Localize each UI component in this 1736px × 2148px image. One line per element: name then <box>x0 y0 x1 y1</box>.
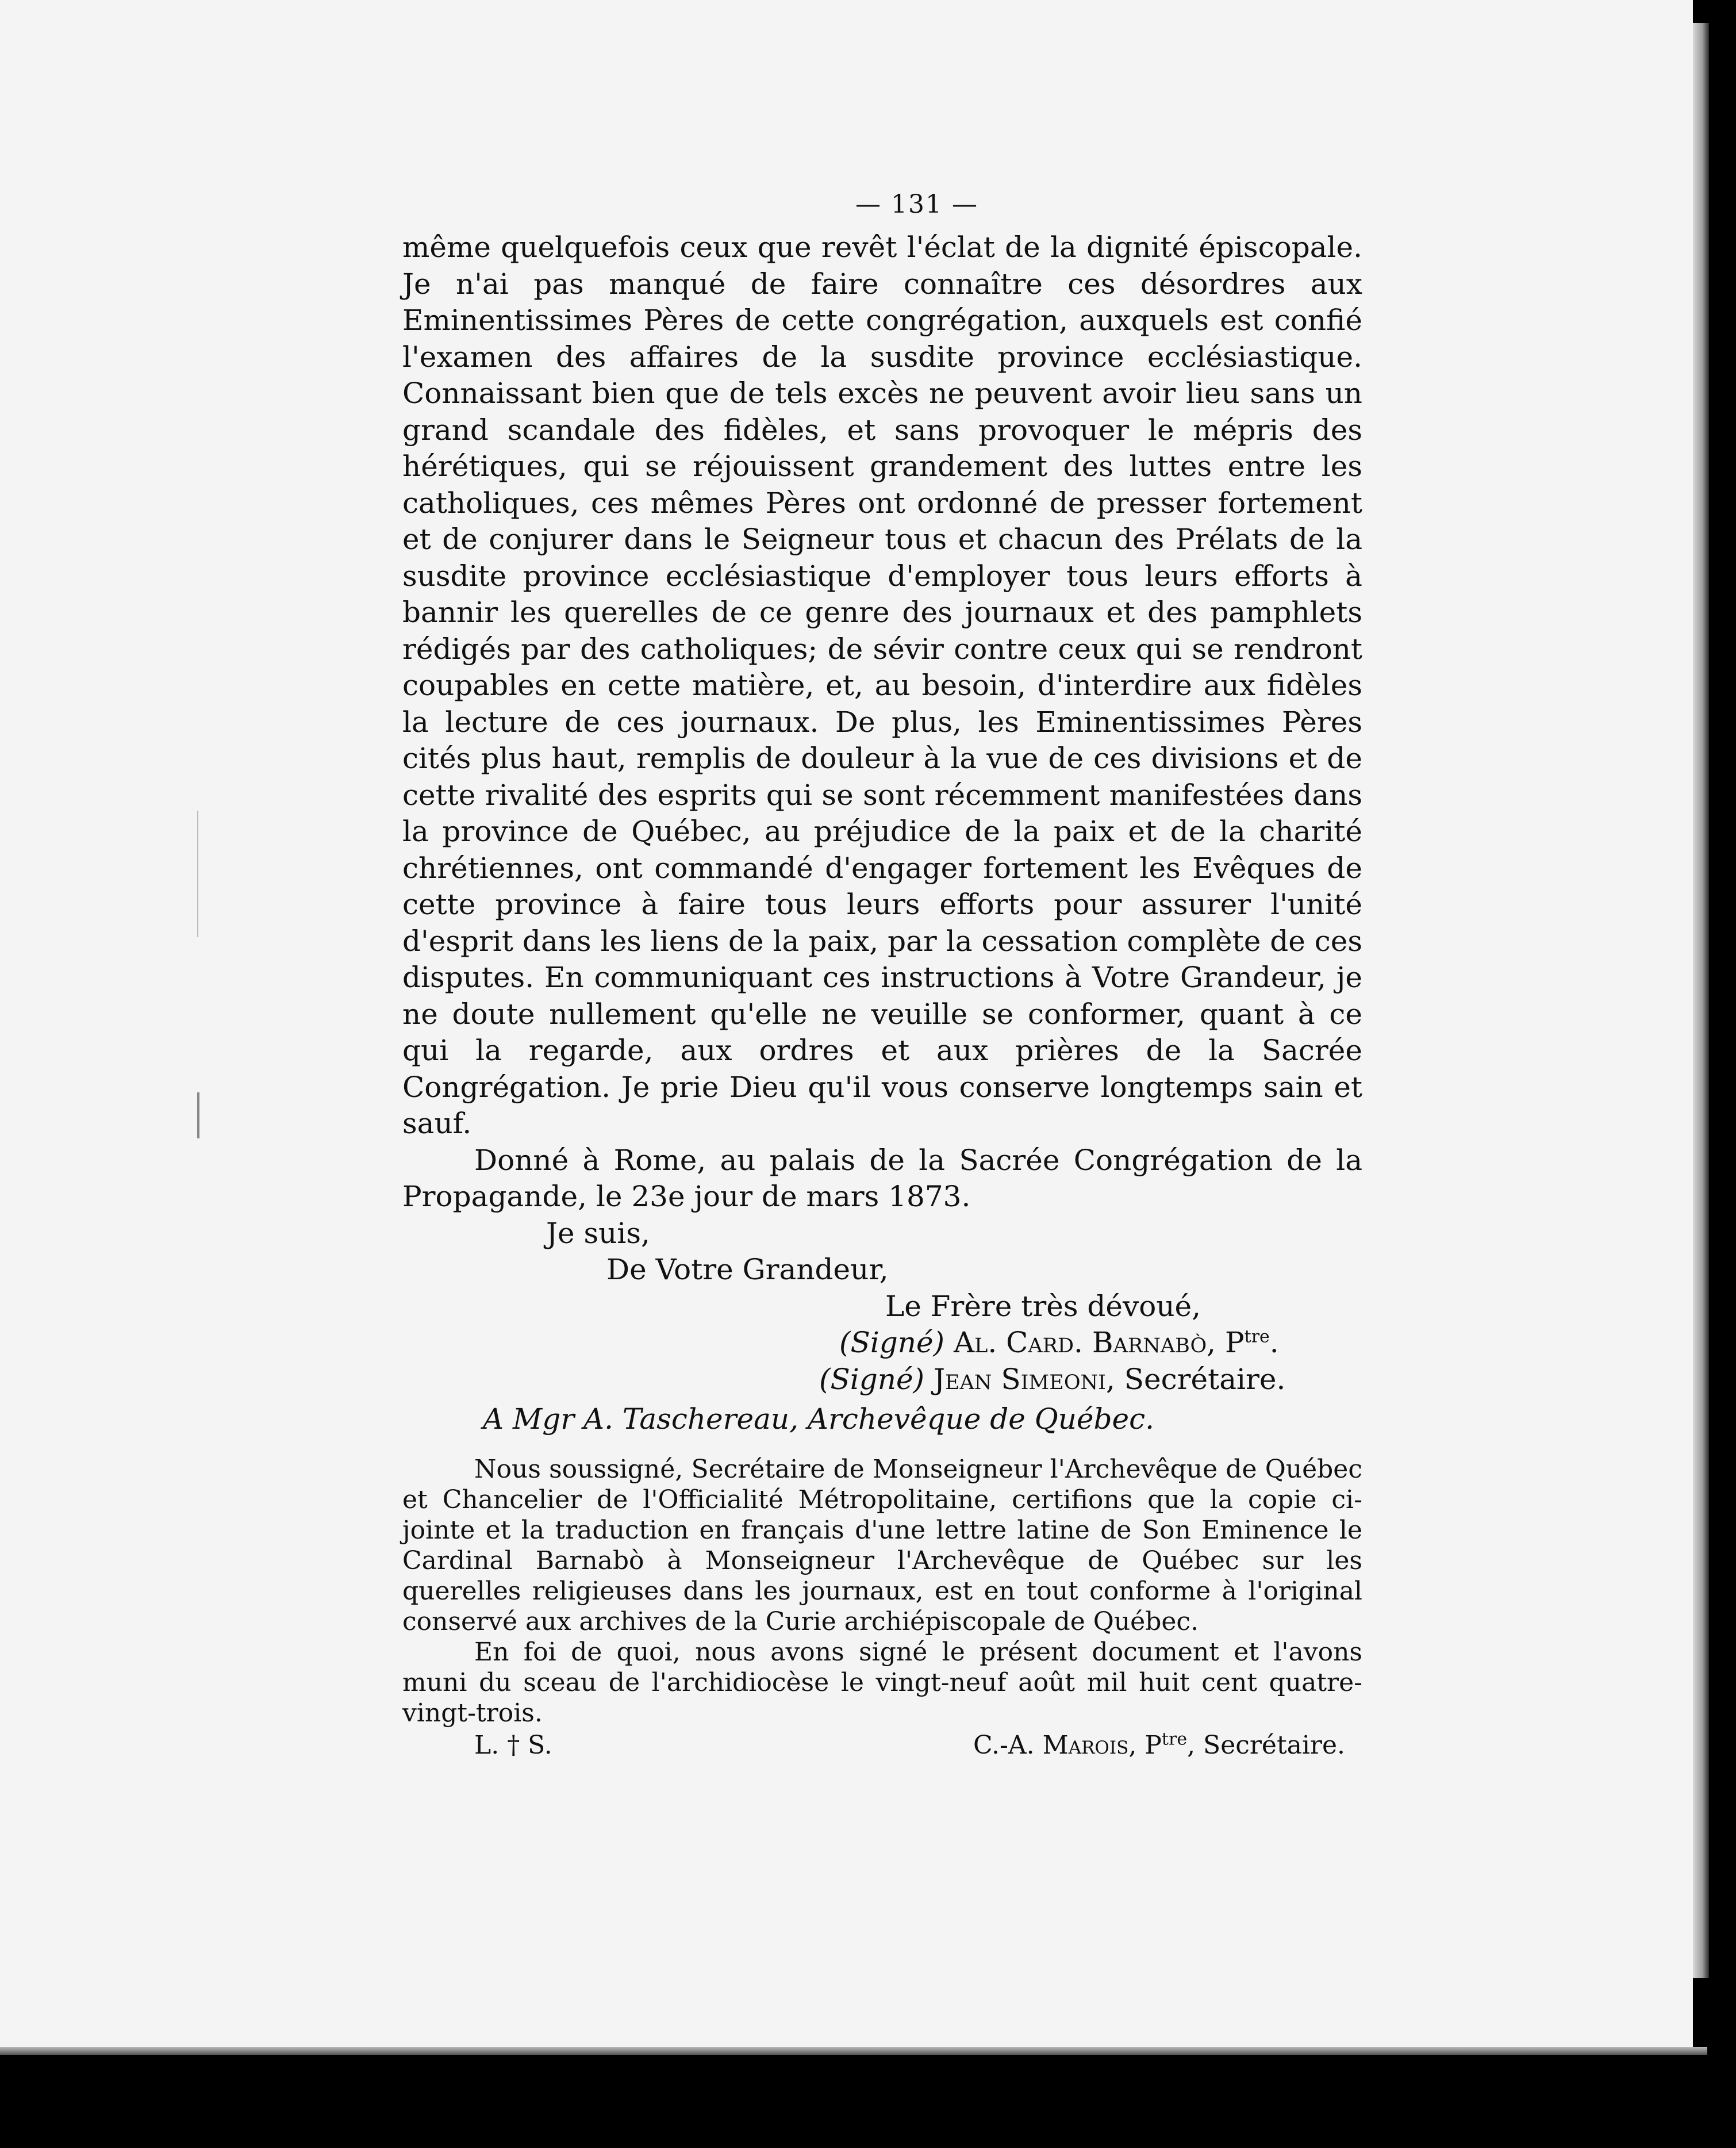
letter-closing <box>402 1215 1362 1398</box>
signer-title: $P^{tre}$. <box>1224 1326 1279 1359</box>
addressee: A Mgr A. Taschereau, Archevêque de Québec. <box>483 1402 1155 1436</box>
signe-label: (Signé) <box>839 1326 945 1359</box>
closing-de-votre-grandeur: De Votre Grandeur, <box>606 1253 889 1286</box>
closing-le-frere: Le Frère très dévoué, <box>885 1289 1201 1323</box>
signature-line-barnabo <box>402 1325 1362 1361</box>
text-block <box>402 190 1362 1763</box>
page-edge-bottom <box>0 2047 1707 2055</box>
certification-signature <box>402 1728 1362 1763</box>
certification-paragraph: En foi de quoi, nous avons signé le présent document et l'avons muni du sceau de l'archidiocèse le vingt-neuf août mil huit cent quatre-vingt-trois. <box>402 1637 1362 1728</box>
binding-mark <box>197 811 198 937</box>
letter-body <box>402 229 1362 1215</box>
closing-je-suis: Je suis, <box>546 1216 650 1250</box>
certification-signer: C.-A. Marois, $P^{tre}$, Secrétaire. <box>973 1729 1345 1760</box>
signe-label: (Signé) <box>819 1362 925 1396</box>
signature-line-simeoni <box>402 1361 1362 1398</box>
letter-paragraph: même quelquefois ceux que revêt l'éclat de la dignité épiscopale. Je n'ai pas manqué de faire connaître ces désordres aux Eminentissimes Pères de cette congrégation, auxquels est confié l'examen des affaires de la susdite province ecclésiastique. Connaissant bien que de tels excès ne peuvent avoir lieu sans un grand scandale des fidèles, et sans provoquer le mépris des hérétiques, qui se réjouissent grandement des luttes entre les catholiques, ces mêmes Pères ont ordonné de presser fortement et de conjurer dans le Seigneur tous et chacun des Prélats de la susdite province ecclésiastique d'employer tous leurs efforts à bannir les querelles de ce genre des journaux et des pamphlets rédigés par des catholiques; de sévir contre ceux qui se rendront coupables en cette matière, et, au besoin, d'interdire aux fidèles la lecture de ces journaux. De plus, les Eminentissimes Pères cités plus haut, remplis de douleur à la vue de ces divisions et de cette rivalité des esprits qui se sont récemment manifestées dans la province de Québec, au préjudice de la paix et de la charité chrétiennes, ont commandé d'engager fortement les Evêques de cette province à faire tous leurs efforts pour assurer l'unité d'esprit dans les liens de la paix, par la cessation complète de ces disputes. En communiquant ces instructions à Votre Grandeur, je ne doute nullement qu'elle ne veuille se conformer, quant à ce qui la regarde, aux ordres et aux prières de la Sacrée Congrégation. Je prie Dieu qu'il vous conserve longtemps sain et sauf. <box>402 231 1362 1140</box>
seal-mark: L. † S. <box>474 1731 552 1760</box>
page-number: — 131 — <box>855 190 978 219</box>
signer-name: Al. Card. Barnabò, <box>953 1326 1216 1359</box>
signer-name: Jean Simeoni, <box>933 1362 1115 1396</box>
certification-paragraph: Nous soussigné, Secrétaire de Monseigneur l'Archevêque de Québec et Chancelier de l'Officialité Métropolitaine, certifions que la copie ci-jointe et la traduction en français d'une lettre latine de Son Eminence le Cardinal Barnabò à Monseigneur l'Archevêque de Québec sur les querelles religieuses dans les journaux, est en tout conforme à l'original conservé aux archives de la Curie archiépiscopale de Québec. <box>402 1455 1362 1636</box>
binding-mark <box>197 1092 199 1138</box>
page-edge-right <box>1693 23 1709 1978</box>
letter-paragraph: Donné à Rome, au palais de la Sacrée Congrégation de la Propagande, le 23e jour de mars 1873. <box>402 1143 1362 1213</box>
signer-role: Secrétaire. <box>1124 1362 1286 1396</box>
certification <box>402 1454 1362 1728</box>
